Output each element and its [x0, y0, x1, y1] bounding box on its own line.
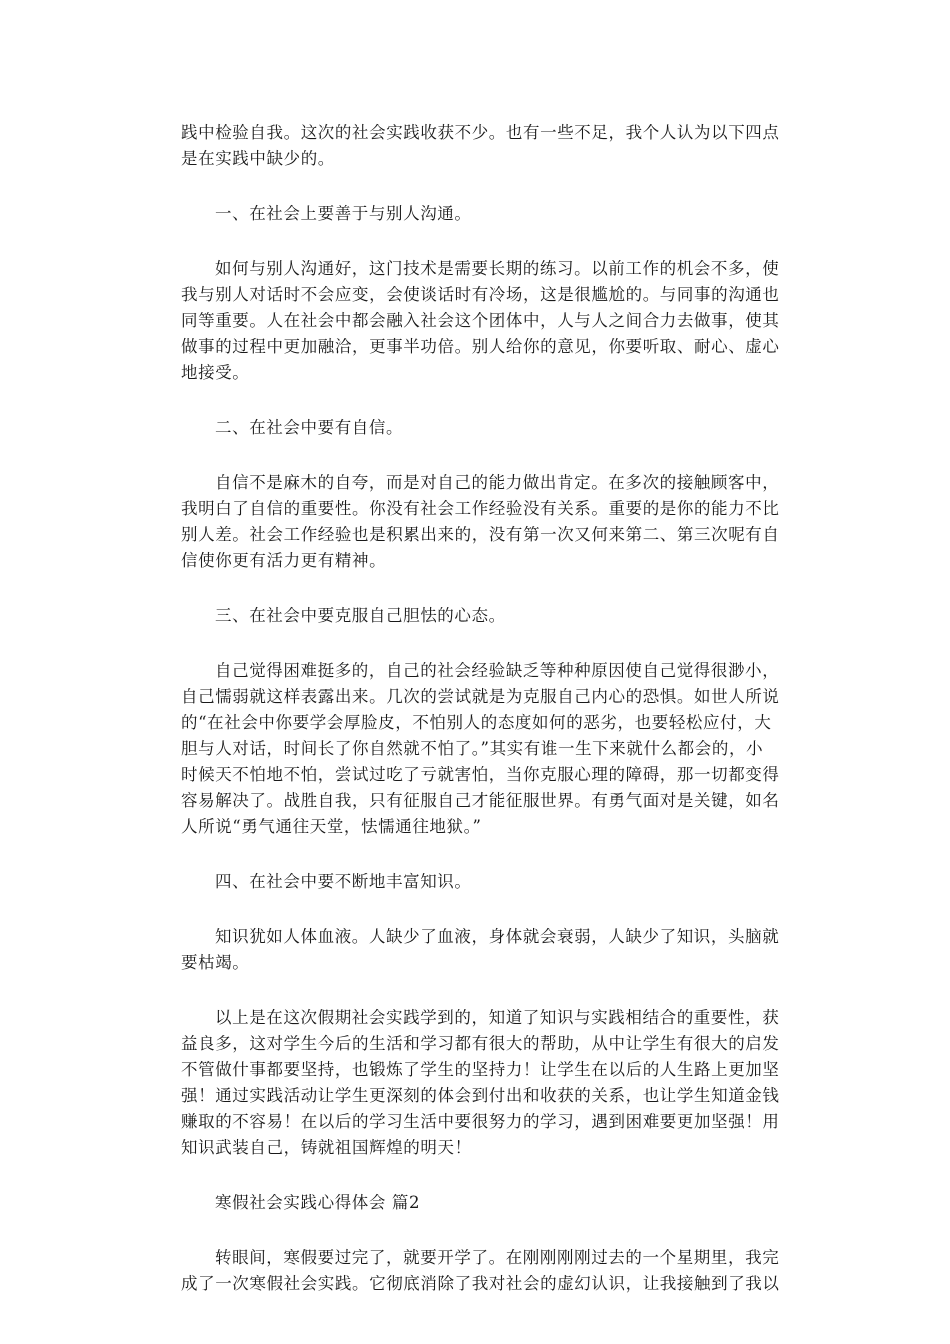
- text-line: 二、在社会中要有自信。: [215, 418, 404, 437]
- text-line: 别人差。社会工作经验也是积累出来的，没有第一次又何来第二、第三次呢有自: [181, 525, 780, 544]
- text-line: 成了一次寒假社会实践。它彻底消除了我对社会的虚幻认识，让我接触到了我以: [181, 1274, 780, 1293]
- text-line: 做事的过程中更加融洽，更事半功倍。别人给你的意见，你要听取、耐心、虚心: [181, 337, 780, 356]
- section-heading: [181, 869, 771, 895]
- body-paragraph: [181, 256, 780, 386]
- text-line: 四、在社会中要不断地丰富知识。: [215, 872, 472, 891]
- body-paragraph: [181, 120, 780, 172]
- text-line: 信使你更有活力更有精神。: [181, 551, 387, 570]
- text-line: 容易解决了。战胜自我，只有征服自己才能征服世界。有勇气面对是关键，如名: [181, 791, 780, 810]
- text-line: 自信不是麻木的自夸，而是对自己的能力做出肯定。在多次的接触顾客中，: [215, 473, 780, 492]
- text-line: 地接受。: [181, 363, 250, 382]
- text-line: 知识武装自己，铸就祖国辉煌的明天！: [181, 1138, 472, 1157]
- section-heading: [181, 1190, 771, 1216]
- text-line: 是在实践中缺少的。: [181, 149, 335, 168]
- text-line: 益良多，这对学生今后的生活和学习都有很大的帮助，从中让学生有很大的启发: [181, 1034, 780, 1053]
- body-paragraph: [181, 1245, 780, 1297]
- body-paragraph: [181, 658, 780, 840]
- body-paragraph: [181, 470, 780, 574]
- text-line: 时候天不怕地不怕，尝试过吃了亏就害怕，当你克服心理的障碍，那一切都变得: [181, 765, 780, 784]
- text-line: 要枯竭。: [181, 953, 250, 972]
- text-line: 寒假社会实践心得体会 篇2: [215, 1193, 421, 1212]
- text-line: 知识犹如人体血液。人缺少了血液，身体就会衰弱，人缺少了知识，头脑就: [215, 927, 780, 946]
- section-heading: [181, 201, 771, 227]
- section-heading: [181, 603, 771, 629]
- text-line: 的“在社会中你要学会厚脸皮，不怕别人的态度如何的恶劣，也要轻松应付，大: [181, 713, 772, 732]
- document-page: [181, 120, 780, 1326]
- text-line: 人所说“勇气通往天堂，怯懦通往地狱。”: [181, 817, 482, 836]
- text-line: 自己懦弱就这样表露出来。几次的尝试就是为克服自己内心的恐惧。如世人所说: [181, 687, 780, 706]
- body-paragraph: [181, 924, 780, 976]
- text-line: 如何与别人沟通好，这门技术是需要长期的练习。以前工作的机会不多，使: [215, 259, 780, 278]
- text-line: 三、在社会中要克服自己胆怯的心态。: [215, 606, 506, 625]
- body-paragraph: [181, 1005, 780, 1161]
- text-line: 我明白了自信的重要性。你没有社会工作经验没有关系。重要的是你的能力不比: [181, 499, 780, 518]
- text-line: 一、在社会上要善于与别人沟通。: [215, 204, 472, 223]
- text-line: 我与别人对话时不会应变，会使谈话时有冷场，这是很尴尬的。与同事的沟通也: [181, 285, 780, 304]
- text-line: 胆与人对话，时间长了你自然就不怕了。”其实有谁一生下来就什么都会的，小: [181, 739, 764, 758]
- text-line: 自己觉得困难挺多的，自己的社会经验缺乏等种种原因使自己觉得很渺小，: [215, 661, 780, 680]
- text-line: 赚取的不容易！在以后的学习生活中要很努力的学习，遇到困难要更加坚强！用: [181, 1112, 780, 1131]
- text-line: 强！通过实践活动让学生更深刻的体会到付出和收获的关系，也让学生知道金钱: [181, 1086, 780, 1105]
- text-line: 践中检验自我。这次的社会实践收获不少。也有一些不足，我个人认为以下四点: [181, 123, 780, 142]
- text-line: 同等重要。人在社会中都会融入社会这个团体中，人与人之间合力去做事，使其: [181, 311, 780, 330]
- text-line: 不管做什事都要坚持，也锻炼了学生的坚持力！让学生在以后的人生路上更加坚: [181, 1060, 780, 1079]
- text-line: 转眼间，寒假要过完了，就要开学了。在刚刚刚刚过去的一个星期里，我完: [215, 1248, 780, 1267]
- text-line: 以上是在这次假期社会实践学到的，知道了知识与实践相结合的重要性，获: [215, 1008, 780, 1027]
- section-heading: [181, 415, 771, 441]
